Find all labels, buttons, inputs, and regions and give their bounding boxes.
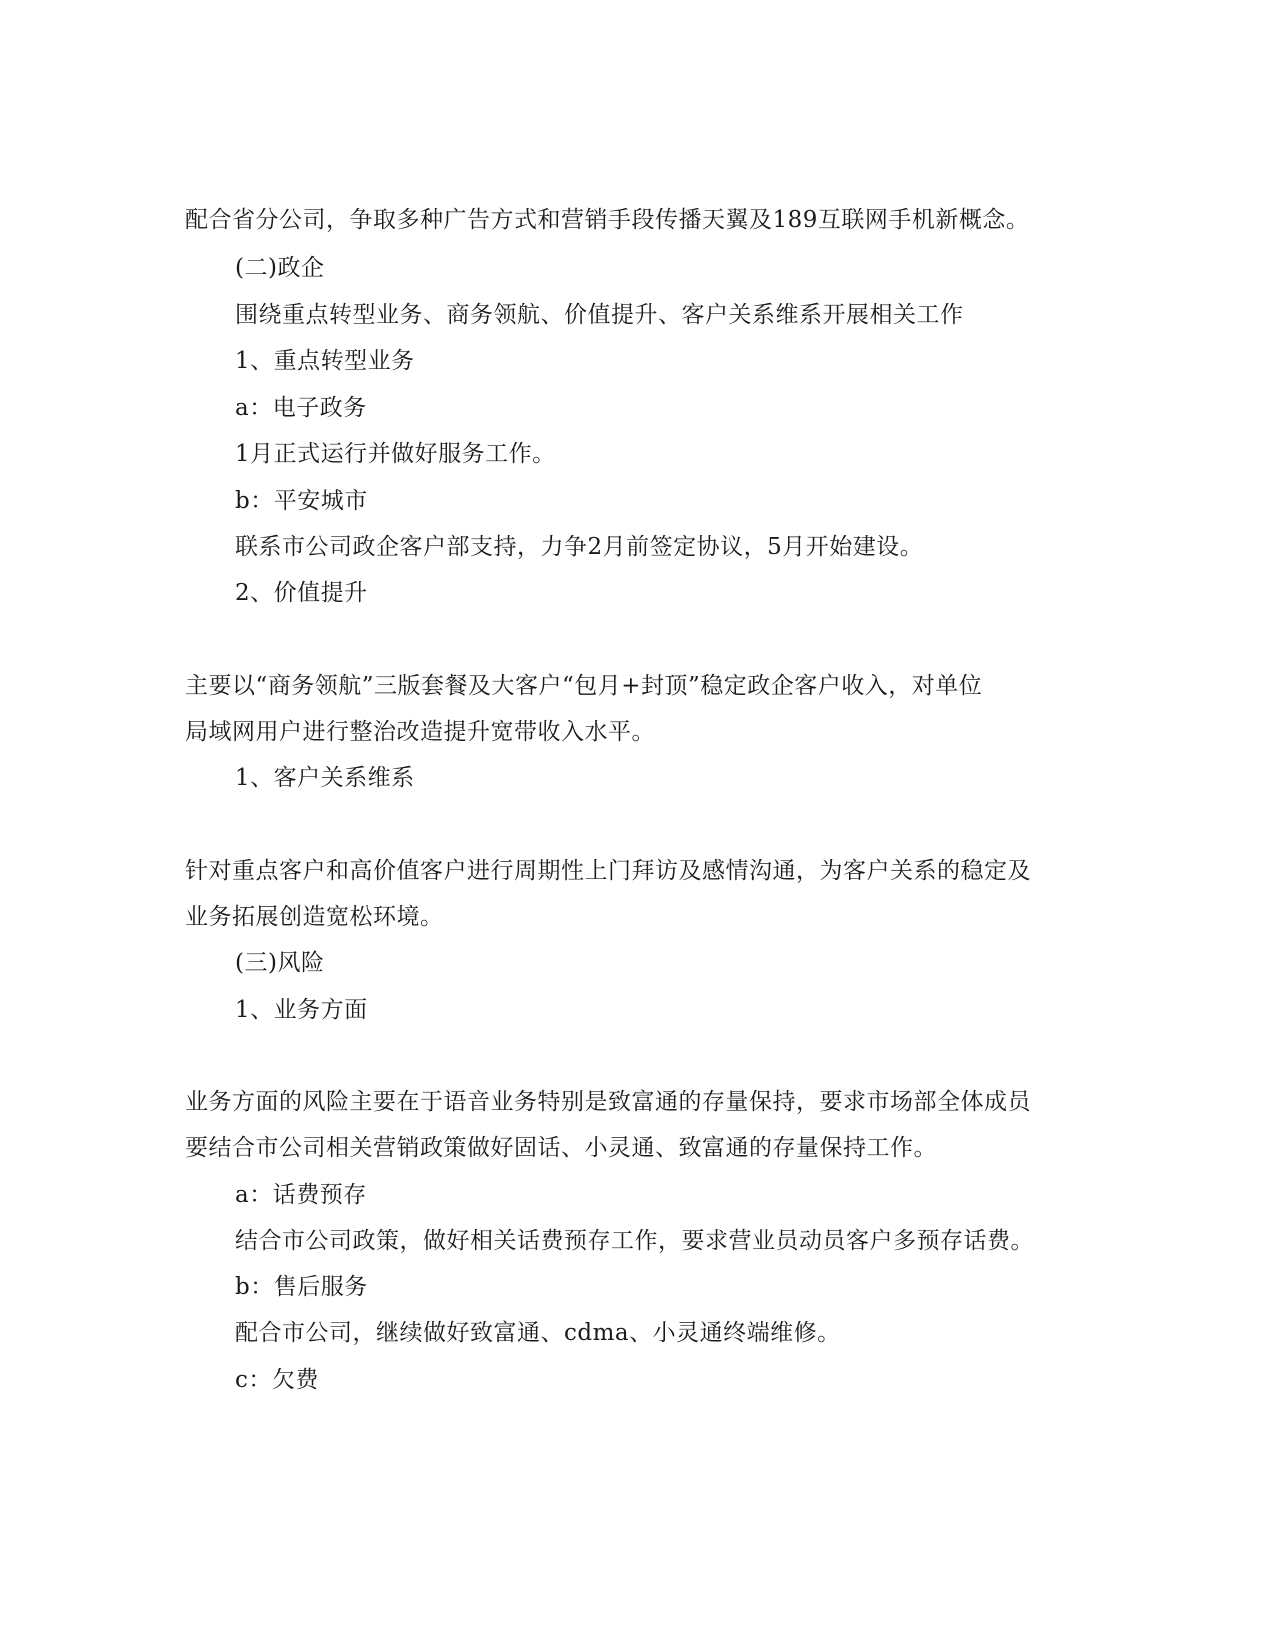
paragraph-line: 结合市公司政策，做好相关话费预存工作，要求营业员动员客户多预存话费。 <box>235 1228 1034 1254</box>
paragraph-line: 业务拓展创造宽松环境。 <box>185 904 444 930</box>
subsection-heading: 1、重点转型业务 <box>235 348 415 374</box>
item-heading: b：售后服务 <box>235 1274 368 1300</box>
paragraph-line: 业务方面的风险主要在于语音业务特别是致富通的存量保持，要求市场部全体成员 <box>185 1089 1031 1115</box>
paragraph-line: 主要以“商务领航”三版套餐及大客户“包月+封顶”稳定政企客户收入，对单位 <box>185 673 983 699</box>
subsection-heading: 1、客户关系维系 <box>235 765 415 791</box>
paragraph-line: 局域网用户进行整治改造提升宽带收入水平。 <box>185 719 655 745</box>
section-heading: (三)风险 <box>235 950 325 976</box>
item-heading: a：电子政务 <box>235 395 367 421</box>
paragraph-line: 针对重点客户和高价值客户进行周期性上门拜访及感情沟通，为客户关系的稳定及 <box>185 858 1031 884</box>
item-heading: b：平安城市 <box>235 488 368 514</box>
paragraph-line: 配合省分公司，争取多种广告方式和营销手段传播天翼及189互联网手机新概念。 <box>185 207 1030 233</box>
paragraph-line: 围绕重点转型业务、商务领航、价值提升、客户关系维系开展相关工作 <box>235 302 964 328</box>
subsection-heading: 2、价值提升 <box>235 580 368 606</box>
item-heading: c：欠费 <box>235 1367 319 1393</box>
paragraph-line: 要结合市公司相关营销政策做好固话、小灵通、致富通的存量保持工作。 <box>185 1135 937 1161</box>
subsection-heading: 1、业务方面 <box>235 997 368 1023</box>
section-heading: (二)政企 <box>235 255 325 281</box>
paragraph-line: 联系市公司政企客户部支持，力争2月前签定协议，5月开始建设。 <box>235 534 924 560</box>
paragraph-line: 1月正式运行并做好服务工作。 <box>235 441 556 467</box>
paragraph-line: 配合市公司，继续做好致富通、cdma、小灵通终端维修。 <box>235 1320 841 1346</box>
item-heading: a：话费预存 <box>235 1182 367 1208</box>
